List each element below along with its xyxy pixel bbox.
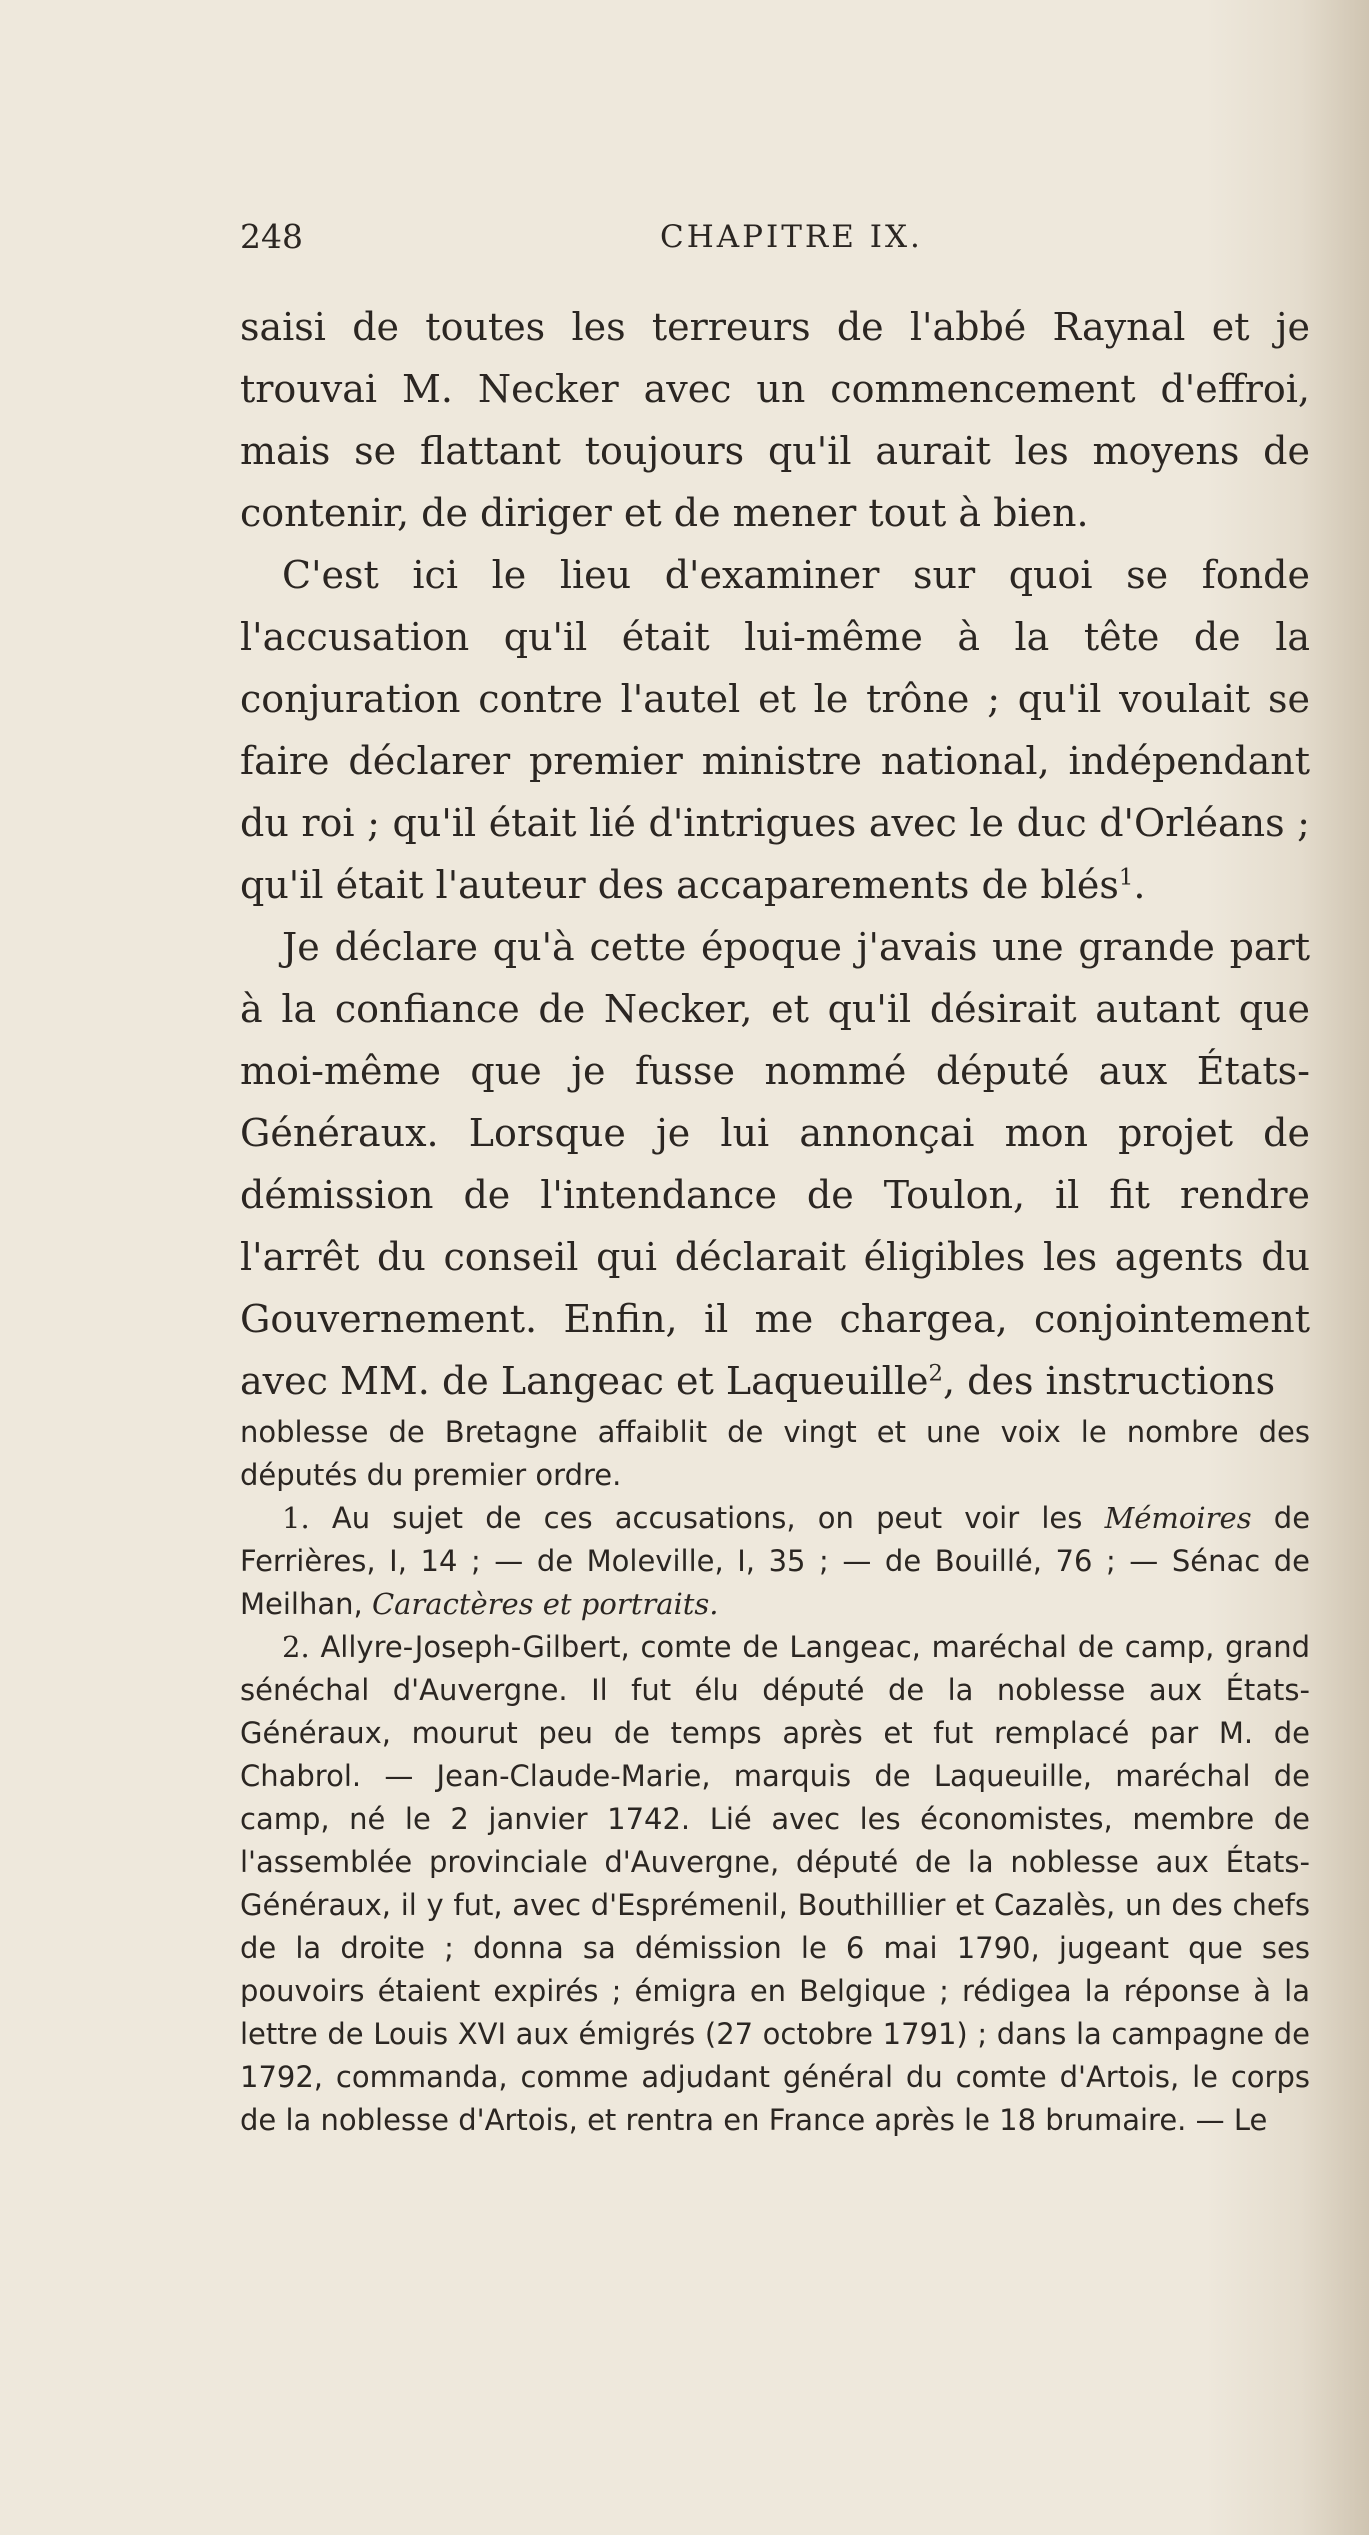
- main-text: [240, 296, 1310, 1412]
- paragraph-1: saisi de toutes les terreurs de l'abbé Raynal et je trouvai M. Necker avec un commencement d'effroi, mais se flattant toujours qu'il aurait les moyens de contenir, de diriger et de mener tout à bien.: [240, 305, 1310, 535]
- paragraph-3: [240, 916, 1310, 1412]
- footnote-1-work-title: Mémoires: [1104, 1501, 1252, 1535]
- paragraph-2: [240, 544, 1310, 916]
- paragraph-3-end: , des instructions: [943, 1359, 1276, 1403]
- page-header: [240, 212, 1310, 262]
- running-head: CHAPITRE IX.: [660, 219, 923, 255]
- footnote-1-text-b: de Ferrières, I, 14 ; — de Moleville, I, 35 ; — de Bouillé, 76 ; — Sénac de Meilhan,: [240, 1501, 1311, 1621]
- footnote-1-work-title-2: Caractères et portraits.: [371, 1587, 719, 1621]
- paragraph-3-text: Je déclare qu'à cette époque j'avais une grande part à la confiance de Necker, et qu'il désirait autant que moi-même que je fusse nommé député aux États-Généraux. Lorsque je lui annonçai mon projet de démission de l'intendance de Toulon, il fit rendre l'arrêt du conseil qui déclarait éligibles les agents du Gouvernement. Enfin, il me chargea, conjointement avec MM. de Langeac et Laqueuille: [240, 925, 1310, 1403]
- footnote-ref-1: 1: [1118, 864, 1134, 891]
- footnote-continuation: noblesse de Bretagne affaiblit de vingt et une voix le nombre des députés du premier ordre.: [240, 1415, 1310, 1492]
- footnote-1: [240, 1497, 1310, 1626]
- footnote-1-number: 1.: [282, 1501, 310, 1535]
- footnote-2-number: 2.: [282, 1630, 310, 1664]
- paragraph-2-text: C'est ici le lieu d'examiner sur quoi se fonde l'accusation qu'il était lui-même à la tête de la conjuration contre l'autel et le trône ; qu'il voulait se faire déclarer premier ministre national, indépendant du roi ; qu'il était lié d'intrigues avec le duc d'Orléans ; qu'il était l'auteur des accaparements de blés: [240, 553, 1310, 907]
- footnotes: [240, 1411, 1310, 2142]
- footnote-1-text-a: Au sujet de ces accusations, on peut voir les: [331, 1501, 1083, 1535]
- footnote-2: [240, 1626, 1310, 2142]
- page-number: 248: [240, 217, 303, 256]
- footnote-ref-2: 2: [928, 1360, 943, 1387]
- paragraph-2-end: .: [1133, 863, 1146, 907]
- footnote-2-text: Allyre-Joseph-Gilbert, comte de Langeac, maréchal de camp, grand sénéchal d'Auvergne. Il fut élu député de la noblesse aux États-Généraux, mourut peu de temps après et fut remplacé par M. de Chabrol. — Jean-Claude-Marie, marquis de Laqueuille, maréchal de camp, né le 2 janvier 1742. Lié avec les économistes, membre de l'assemblée provinciale d'Auvergne, député de la noblesse aux États-Généraux, il y fut, avec d'Esprémenil, Bouthillier et Cazalès, un des chefs de la droite ; donna sa démission le 6 mai 1790, jugeant que ses pouvoirs étaient expirés ; émigra en Belgique ; rédigea la réponse à la lettre de Louis XVI aux émigrés (27 octobre 1791) ; dans la campagne de 1792, commanda, comme adjudant général du comte d'Artois, le corps de la noblesse d'Artois, et rentra en France après le 18 brumaire. — Le: [240, 1630, 1311, 2137]
